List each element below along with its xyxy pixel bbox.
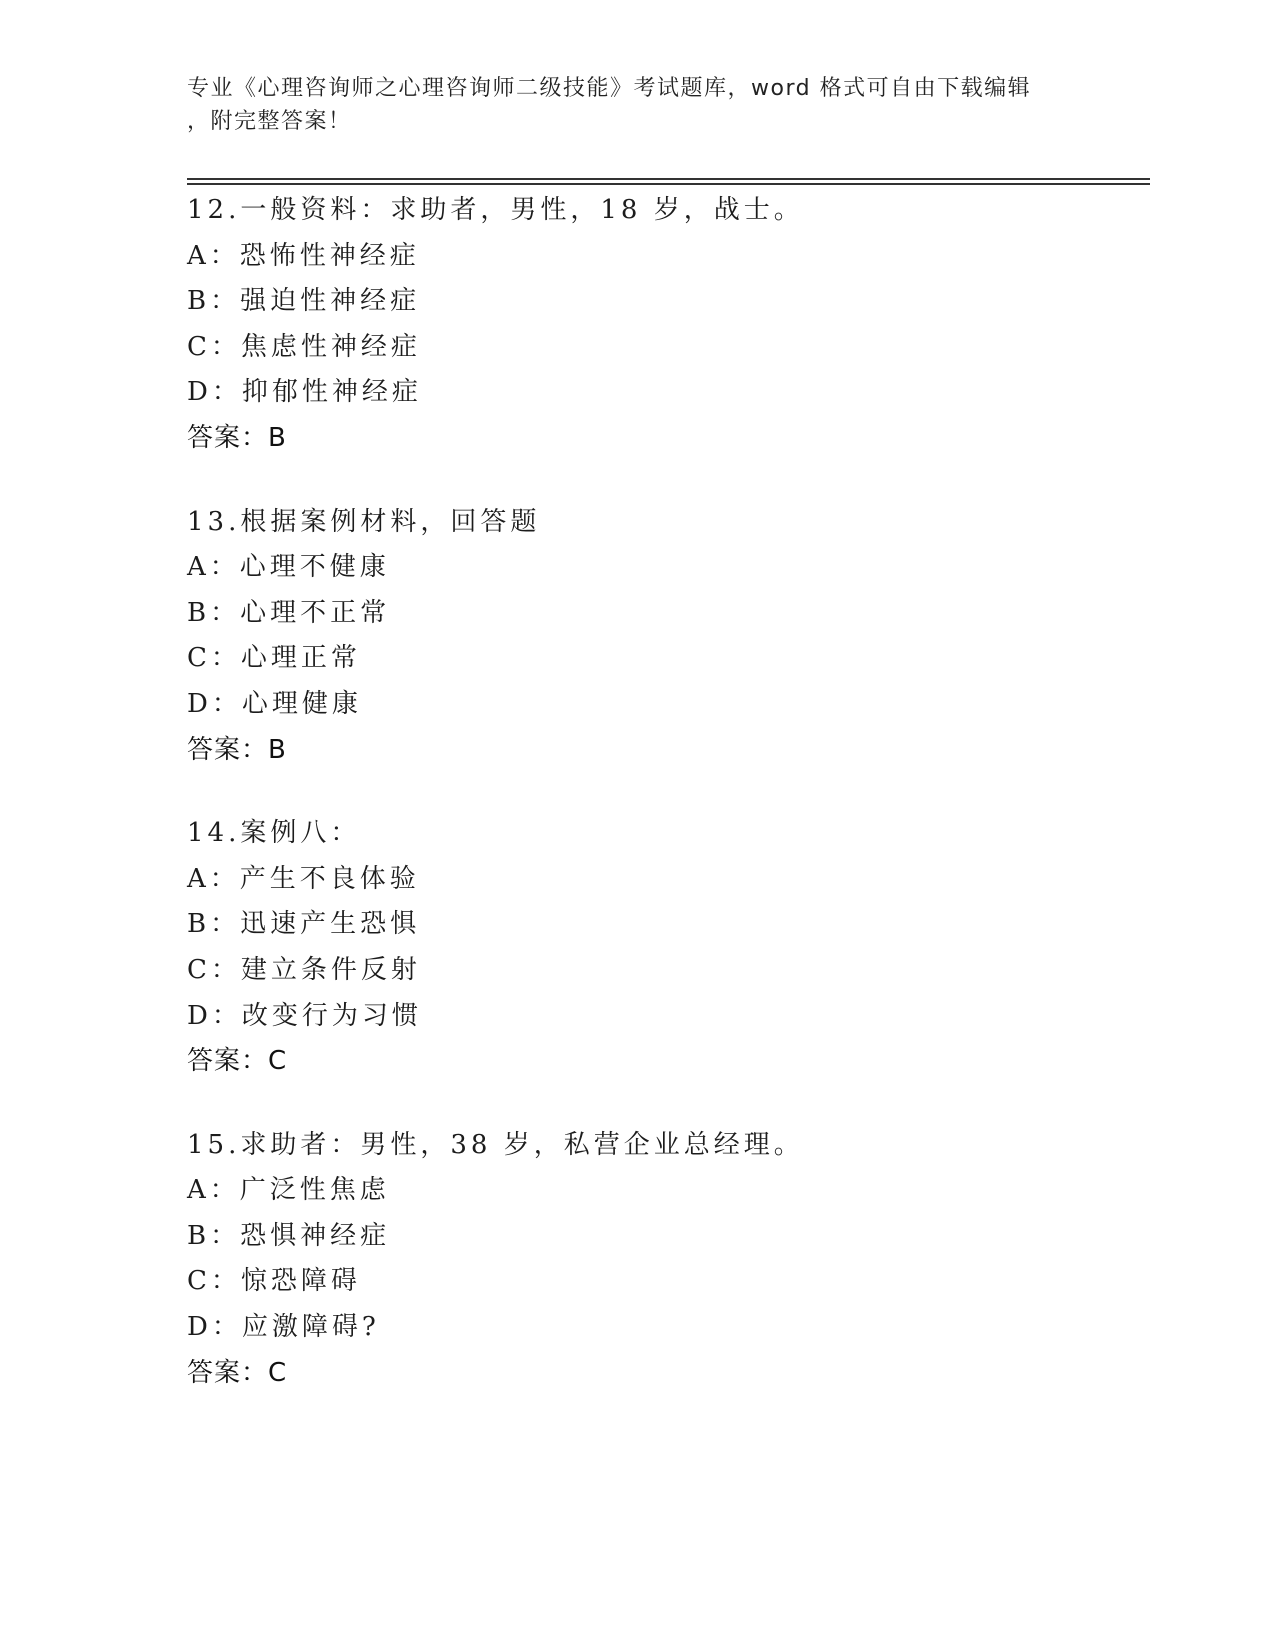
header-line-1: 专业《心理咨询师之心理咨询师二级技能》考试题库，word 格式可自由下载编辑 (187, 76, 1032, 101)
option-b: B：迅速产生恐惧 (187, 909, 421, 940)
option-c: C：心理正常 (187, 643, 361, 674)
header-divider-bottom (187, 183, 1150, 185)
question-stem: 15.求助者：男性，38 岁，私营企业总经理。 (187, 1129, 804, 1160)
question-stem: 14.案例八： (187, 818, 361, 849)
option-a: A：心理不健康 (187, 552, 390, 583)
option-b: B：恐惧神经症 (187, 1220, 391, 1251)
option-a: A：恐怖性神经症 (187, 240, 420, 271)
answer: 答案：C (187, 1046, 288, 1077)
question-15 (187, 1123, 1147, 1397)
option-c: C：惊恐障碍 (187, 1266, 361, 1297)
question-14 (187, 811, 1147, 1085)
option-b: B：心理不正常 (187, 597, 391, 628)
option-d: D：抑郁性神经症 (187, 377, 422, 408)
answer: 答案：B (187, 734, 287, 765)
option-d: D：应激障碍? (187, 1312, 380, 1343)
question-stem: 13.根据案例材料，回答题 (187, 506, 541, 537)
option-b: B：强迫性神经症 (187, 286, 421, 317)
option-d: D：改变行为习惯 (187, 1000, 422, 1031)
option-d: D：心理健康 (187, 688, 362, 719)
answer: 答案：B (187, 422, 287, 453)
header-line-2: ，附完整答案！ (187, 109, 352, 134)
question-12 (187, 188, 1147, 462)
option-a: A：广泛性焦虑 (187, 1175, 390, 1206)
question-13 (187, 500, 1147, 774)
document-header (187, 72, 1087, 138)
header-divider-top (187, 178, 1150, 180)
option-c: C：焦虑性神经症 (187, 331, 421, 362)
answer: 答案：C (187, 1357, 288, 1388)
option-a: A：产生不良体验 (187, 863, 420, 894)
question-list (187, 188, 1147, 1396)
question-stem: 12.一般资料：求助者，男性，18 岁，战士。 (187, 195, 804, 225)
option-c: C：建立条件反射 (187, 954, 421, 985)
